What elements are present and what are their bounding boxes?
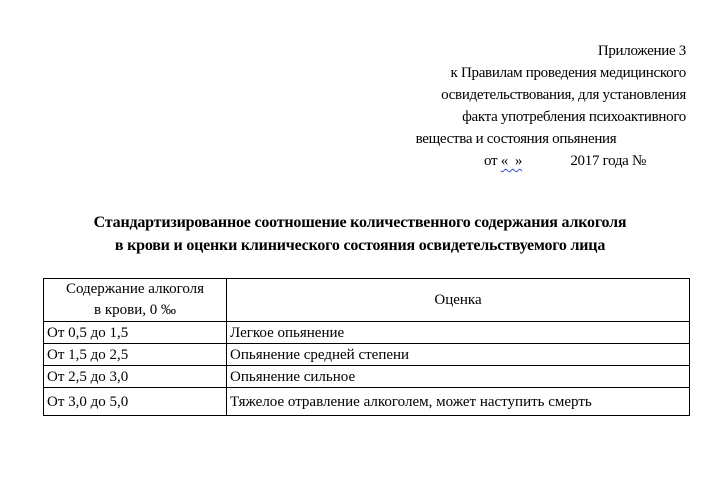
date-year-number: 2017 года № xyxy=(522,153,646,169)
appendix-header xyxy=(346,40,686,172)
alcohol-assessment-table xyxy=(43,278,690,416)
appendix-rules-ref-3: факта употребления психоактивного xyxy=(462,109,686,125)
date-prefix: от xyxy=(484,153,501,169)
appendix-rules-ref: к Правилам проведения медицинского xyxy=(450,65,686,81)
header-alcohol-content xyxy=(44,279,227,322)
table-row xyxy=(44,388,690,416)
header-alcohol-content-line-1: Содержание алкоголя xyxy=(65,281,205,297)
title-line-1: Стандартизированное соотношение количественного содержания алкоголя xyxy=(93,214,627,231)
row-range: От 1,5 до 2,5 xyxy=(44,344,227,366)
header-alcohol-content-line-2: в крови, 0 ‰ xyxy=(94,302,176,318)
appendix-rules-ref-2: освидетельствования, для установления xyxy=(441,87,686,103)
appendix-number: Приложение 3 xyxy=(597,43,686,59)
row-assessment: Опьянение средней степени xyxy=(227,344,690,366)
title-line-2: в крови и оценки клинического состояния освидетельствуемого лица xyxy=(114,237,606,254)
row-assessment: Опьянение сильное xyxy=(227,366,690,388)
table-row xyxy=(44,344,690,366)
table-row xyxy=(44,322,690,344)
row-assessment: Тяжелое отравление алкоголем, может наступить смерть xyxy=(227,388,690,416)
header-assessment: Оценка xyxy=(227,279,690,322)
table-row xyxy=(44,366,690,388)
table-header-row xyxy=(44,279,690,322)
appendix-rules-ref-4: вещества и состояния опьянения xyxy=(415,131,617,147)
row-range: От 0,5 до 1,5 xyxy=(44,322,227,344)
row-range: От 2,5 до 3,0 xyxy=(44,366,227,388)
date-quote-marks: « » xyxy=(500,153,523,169)
document-title xyxy=(30,211,690,257)
row-assessment: Легкое опьянение xyxy=(227,322,690,344)
appendix-date-line xyxy=(346,150,686,172)
row-range: От 3,0 до 5,0 xyxy=(44,388,227,416)
